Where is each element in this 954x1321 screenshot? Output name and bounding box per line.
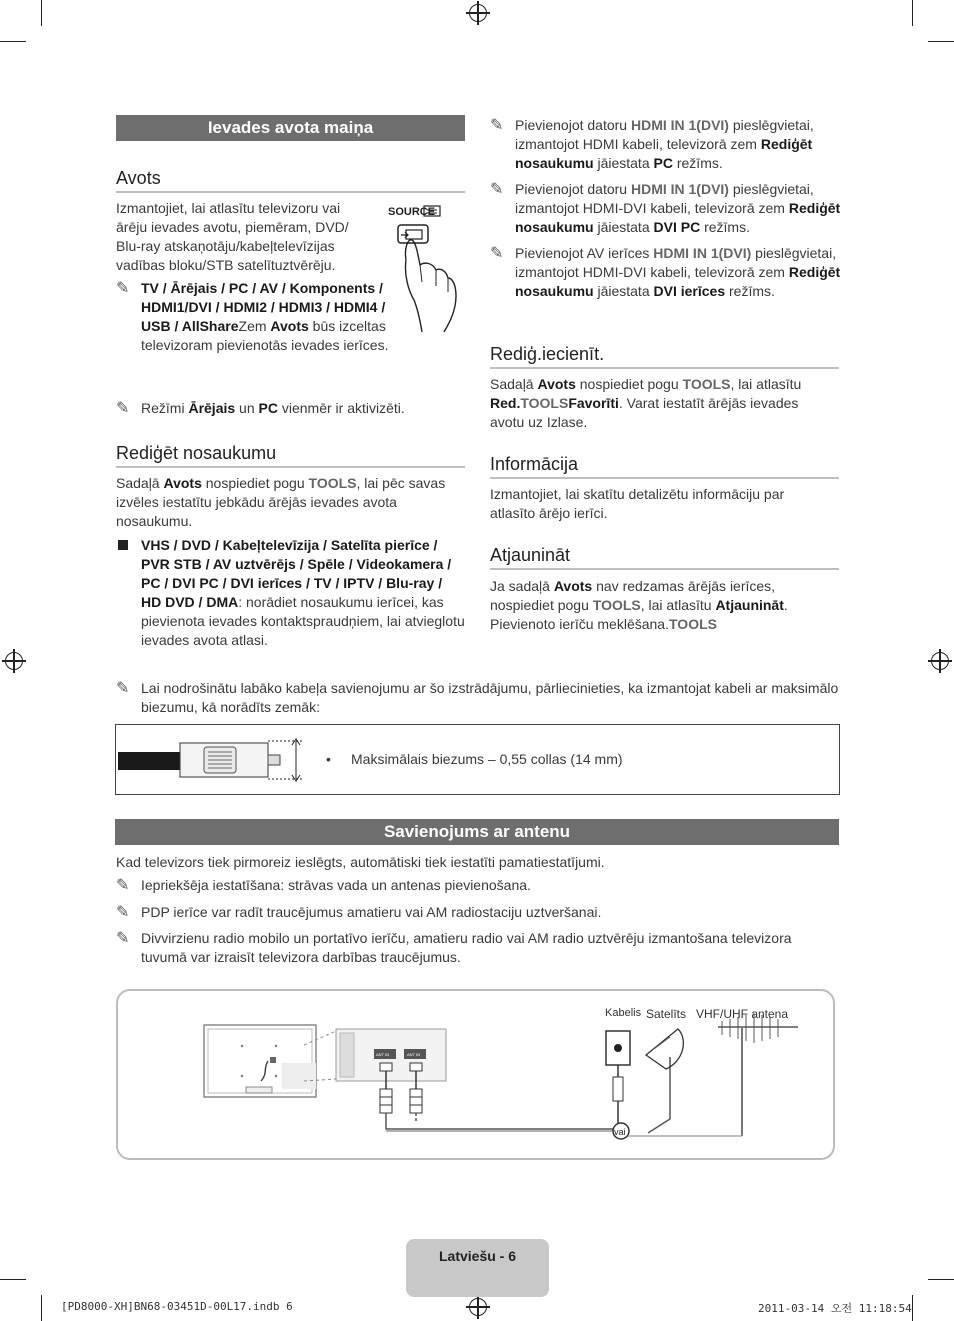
text: DVI ierīces bbox=[653, 283, 726, 299]
note-pencil-icon: ✎ bbox=[490, 181, 504, 198]
note-pencil-icon: ✎ bbox=[116, 877, 130, 894]
text: būs izceltas televizoram pievienotās ievades ierīces. bbox=[141, 318, 389, 353]
info-body: Izmantojiet, lai skatītu detalizētu informāciju par atlasīto ārējo ierīci. bbox=[490, 486, 785, 521]
heading-avots: Avots bbox=[116, 168, 465, 193]
text: HDMI IN 1(DVI) bbox=[630, 117, 729, 133]
text: režīms. bbox=[725, 283, 775, 299]
ant-in-label: ANT IN bbox=[407, 1052, 421, 1057]
crop-mark bbox=[41, 1295, 42, 1321]
note-pencil-icon: ✎ bbox=[116, 904, 130, 921]
device-name-list: VHS / DVD / Kabeļtelevīzija / Satelīta pierīce / PVR STB / AV uztvērējs / Spēle / Videokamera / PC / DVI PC / DVI ierīces / TV / IPTV / Blu-ray / HD DVD / DMA bbox=[141, 537, 452, 610]
antenna-intro: Kad televizors tiek pirmoreiz ieslēgts, automātiski tiek iestatīti pamatiestatījumi. bbox=[116, 854, 605, 870]
footer-timestamp: 2011-03-14 오전 11:18:54 bbox=[758, 1302, 912, 1315]
heading-rename: Rediģēt nosaukumu bbox=[116, 443, 465, 468]
text: Zem bbox=[238, 318, 271, 334]
text: TOOLS bbox=[682, 376, 731, 392]
text: PC bbox=[653, 155, 673, 171]
text: TOOLS bbox=[520, 395, 569, 411]
text: pieslēgvietai, izmantojot HDMI-DVI kabeli, televizorā zem bbox=[515, 245, 837, 280]
text: Lai nodrošinātu labāko kabeļa savienojumu ar šo izstrādājumu, pārliecinieties, ka izmantojat kabeli ar maksimālo biezumu, kā norādīts zemāk: bbox=[141, 680, 839, 715]
page-number-tab bbox=[406, 1239, 549, 1297]
text: Favorīti bbox=[568, 395, 619, 411]
text: Divvirzienu radio mobilo un portatīvo ierīču, amatieru radio vai AM radio uztvērēju izmantošana televizora tuvumā var izraisīt televizora darbības traucējumus. bbox=[141, 930, 792, 965]
label-cable: Kabelis bbox=[605, 1007, 642, 1019]
registration-mark-icon bbox=[469, 4, 487, 22]
text: Pievienojot datoru bbox=[515, 181, 631, 197]
text: TOOLS bbox=[308, 475, 357, 491]
text: . Pievienoto ierīču meklēšana. bbox=[490, 597, 788, 632]
footer-file-name: [PD8000-XH]BN68-03451D-00L17.indb 6 bbox=[61, 1300, 293, 1313]
antenna-connection-diagram bbox=[116, 989, 835, 1160]
cable-plug-illustration bbox=[118, 737, 308, 783]
note-pencil-icon: ✎ bbox=[116, 930, 130, 947]
rename-body bbox=[116, 474, 456, 531]
crop-mark bbox=[912, 1295, 913, 1321]
heading-refresh: Atjaunināt bbox=[490, 545, 839, 570]
note-pencil-icon: ✎ bbox=[490, 245, 504, 262]
rename-bullet bbox=[141, 536, 465, 650]
registration-mark-icon bbox=[5, 652, 23, 670]
text: , lai pēc savas izvēles iestatītu jebkādu ārējās ievades avota nosaukumu. bbox=[116, 475, 446, 529]
text: HDMI IN 1(DVI) bbox=[630, 181, 729, 197]
page-number: Latviešu - 6 bbox=[438, 1248, 517, 1264]
text: TOOLS bbox=[592, 597, 641, 613]
text: , lai atlasītu bbox=[730, 376, 802, 392]
text: Pievienojot AV ierīces bbox=[515, 245, 654, 261]
note-pencil-icon: ✎ bbox=[490, 117, 504, 134]
text: jāiestata bbox=[593, 155, 654, 171]
text: : norādiet nosaukumu ierīcei, kas pievienota ievades kontaktspraudņiem, lai atvieglotu ievades avota atlasi. bbox=[141, 594, 465, 648]
text: Sadaļā bbox=[116, 475, 164, 491]
text: Ja sadaļā bbox=[490, 578, 554, 594]
label-satellite: Satelīts bbox=[646, 1007, 687, 1021]
crop-mark bbox=[41, 0, 42, 26]
antenna-note-3 bbox=[116, 929, 841, 967]
refresh-body bbox=[490, 577, 825, 634]
text: vienmēr ir aktivizēti. bbox=[277, 400, 405, 416]
cable-thickness-note bbox=[116, 679, 841, 717]
vai-label: vai bbox=[614, 1127, 626, 1137]
text: TOOLS bbox=[669, 616, 717, 632]
text: Avots bbox=[163, 475, 202, 491]
text: režīms. bbox=[672, 155, 723, 171]
crop-mark bbox=[912, 0, 913, 26]
remote-source-hand-illustration bbox=[384, 200, 464, 335]
antenna-note-1 bbox=[116, 876, 861, 895]
input-source-list: TV / Ārējais / PC / AV / Komponents / HDMI1/DVI / HDMI2 / HDMI3 / HDMI4 / USB / AllShare bbox=[141, 280, 386, 334]
text: Sadaļā bbox=[490, 376, 538, 392]
heading-information: Informācija bbox=[490, 454, 839, 479]
registration-mark-icon bbox=[469, 1298, 487, 1316]
text: Avots bbox=[537, 376, 576, 392]
text: Rediģēt nosaukumu bbox=[515, 136, 813, 171]
text: Ārējais bbox=[188, 400, 236, 416]
section-bar-input-source: Ievades avota maiņa bbox=[116, 115, 465, 141]
crop-mark bbox=[0, 1279, 26, 1280]
text: pieslēgvietai, izmantojot HDMI kabeli, televizorā zem bbox=[515, 117, 814, 152]
bullet-dot: • bbox=[326, 751, 331, 767]
max-thickness-text: Maksimālais biezums – 0,55 collas (14 mm) bbox=[351, 751, 623, 767]
text: DVI PC bbox=[653, 219, 701, 235]
registration-mark-icon bbox=[931, 652, 949, 670]
heading-edit-favourite: Rediģ.iecienīt. bbox=[490, 344, 839, 369]
right-note-2 bbox=[490, 180, 860, 237]
text: PC bbox=[258, 400, 278, 416]
text: nav redzamas ārējās ierīces, nospiediet pogu bbox=[490, 578, 776, 613]
text: , lai atlasītu bbox=[640, 597, 716, 613]
text: HDMI IN 1(DVI) bbox=[653, 245, 752, 261]
text: Atjaunināt bbox=[715, 597, 784, 613]
note-pencil-icon: ✎ bbox=[116, 280, 130, 297]
text: nospiediet pogu bbox=[201, 475, 309, 491]
text: Iepriekšēja iestatīšana: strāvas vada un antenas pievienošana. bbox=[141, 877, 531, 893]
edit-body bbox=[490, 375, 830, 432]
bullet-square-icon bbox=[118, 540, 128, 550]
text: nospiediet pogu bbox=[575, 376, 683, 392]
source-button-label: SOURCE bbox=[388, 206, 436, 218]
text: jāiestata bbox=[593, 283, 654, 299]
text: . Varat iestatīt ārējās ievades avotu uz Izlase. bbox=[490, 395, 799, 430]
text: jāiestata bbox=[593, 219, 654, 235]
text: un bbox=[235, 400, 259, 416]
text: pieslēgvietai, izmantojot HDMI-DVI kabeli, televizorā zem bbox=[515, 181, 814, 216]
avots-note-1 bbox=[116, 279, 391, 355]
note-pencil-icon: ✎ bbox=[116, 400, 130, 417]
note-pencil-icon: ✎ bbox=[116, 680, 130, 697]
right-note-1 bbox=[490, 116, 860, 173]
text: PDP ierīce var radīt traucējumus amatieru vai AM radiostaciju uztveršanai. bbox=[141, 904, 602, 920]
crop-mark bbox=[928, 41, 954, 42]
right-note-3 bbox=[490, 244, 865, 301]
antenna-note-2 bbox=[116, 903, 861, 922]
text: Režīmi bbox=[141, 400, 189, 416]
text: Red. bbox=[490, 395, 521, 411]
cable-thickness-box bbox=[115, 724, 840, 795]
crop-mark bbox=[928, 1279, 954, 1280]
text: Rediģēt nosaukumu bbox=[515, 200, 841, 235]
text: režīms. bbox=[700, 219, 750, 235]
text: Avots bbox=[553, 578, 593, 594]
label-vhf-uhf-antenna: VHF/UHF antena bbox=[696, 1007, 789, 1021]
avots-note-2 bbox=[116, 399, 491, 418]
text: Avots bbox=[270, 318, 309, 334]
text: Pievienojot datoru bbox=[515, 117, 631, 133]
ant-in-label: ANT IN bbox=[376, 1052, 390, 1057]
avots-body: Izmantojiet, lai atlasītu televizoru vai ārēju ievades avotu, piemēram, DVD/ Blu-ray atskaņotāju/kabeļtelevīzijas vadības bloku/STB satelītuztvērēju. bbox=[116, 200, 349, 273]
text: Rediģēt nosaukumu bbox=[515, 264, 841, 299]
section-bar-antenna: Savienojums ar antenu bbox=[115, 819, 839, 845]
crop-mark bbox=[0, 41, 26, 42]
